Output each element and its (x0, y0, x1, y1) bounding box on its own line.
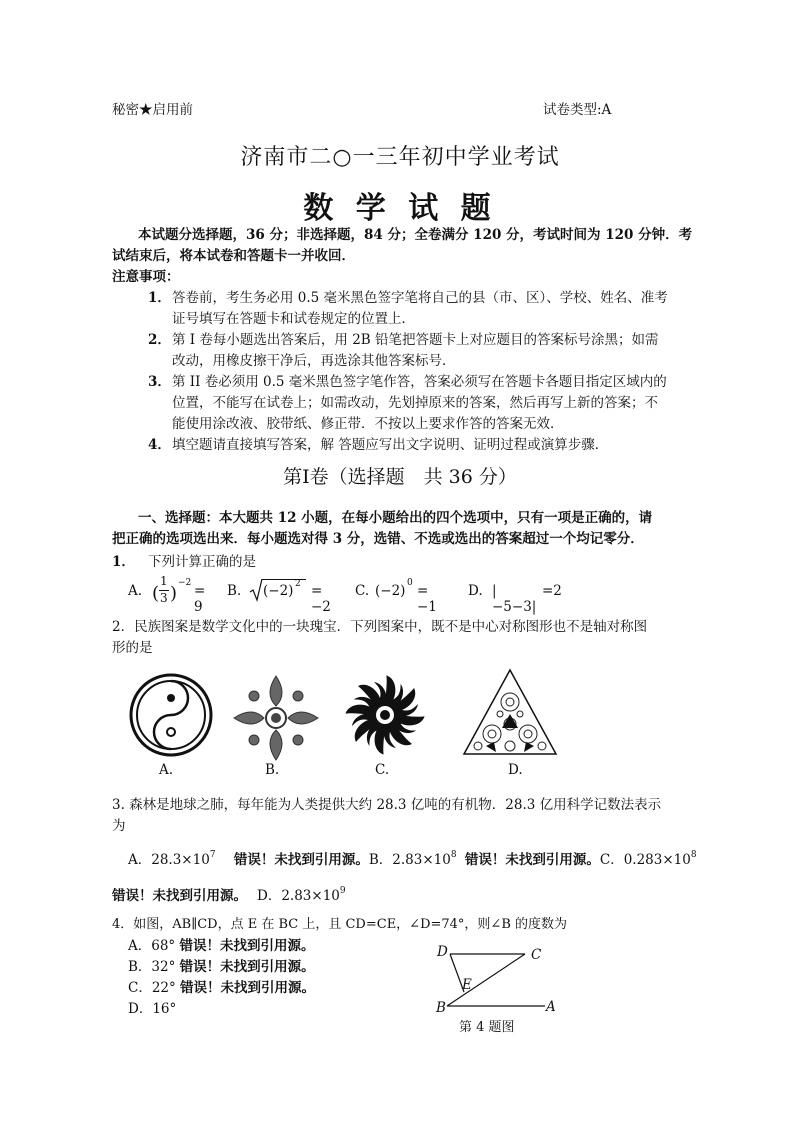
q1-number: 1． (112, 554, 135, 570)
q2-line-2: 形的是 (112, 640, 153, 656)
q2-label-d: D. (508, 762, 523, 778)
note-text (172, 288, 668, 330)
q4-label-e: E (462, 977, 472, 993)
abs-expr: |−5−3| (492, 583, 537, 615)
rhs: = 9 (194, 583, 206, 615)
option-label: C．22° (128, 980, 176, 996)
q3-line-2: 为 (112, 818, 126, 834)
q4-label-a: A (546, 999, 556, 1015)
instructions-line-1: 一、选择题：本大题共 12 小题，在每小题给出的四个选项中，只有一项是正确的，请 (138, 510, 653, 526)
rhs: = −1 (417, 583, 437, 615)
option-label: B．32° (128, 959, 176, 975)
option-label: D． (257, 888, 282, 904)
pinwheel-icon (340, 670, 430, 760)
q1-stem: 下列计算正确的是 (148, 554, 256, 570)
note-num: 2． (148, 332, 171, 348)
option-label: A．68° (128, 938, 176, 954)
ref-error: 错误！未找到引用源。 (464, 852, 600, 868)
q4-option-b (128, 957, 315, 978)
option-label: A． (128, 852, 152, 868)
option-label: D．16° (128, 1001, 177, 1017)
note-item-4 (148, 435, 668, 456)
note-line: 第 II 卷必须用 0.5 毫米黑色签字笔作答，答案必须写在答题卡各题目指定区域内的 (172, 374, 667, 390)
option-label: B． (368, 852, 393, 868)
exponent: 8 (450, 850, 457, 860)
paper-type-label: 试卷类型:A (543, 102, 612, 118)
section-title: 第I卷（选择题 共 36 分） (283, 466, 517, 488)
note-num: 3． (148, 374, 171, 390)
exponent: 7 (209, 850, 216, 860)
q4-options (128, 936, 315, 1020)
note-item-2 (148, 330, 668, 372)
option-value: 2.83×10 (392, 852, 451, 868)
q4-label-d: D (437, 944, 448, 960)
paren-right: ) (170, 583, 178, 604)
notes-list (148, 288, 668, 456)
q4-figure-caption: 第 4 题图 (459, 1020, 515, 1035)
exponent: −2 (178, 578, 192, 588)
radicand: (−2) (263, 583, 294, 599)
exponent: 0 (407, 578, 413, 588)
q2-label-b: B. (265, 762, 280, 778)
note-line: 位置，不能写在试卷上；如需改动，先划掉原来的答案，然后再写上新的答案；不 (172, 395, 658, 411)
ref-error: 错误！未找到引用源。 (179, 938, 315, 954)
note-line: 第 I 卷每小题选出答案后，用 2B 铅笔把答题卡上对应题目的答案标号涂黑；如需 (172, 332, 659, 348)
fraction-denominator: 3 (160, 591, 168, 605)
ref-error: 错误！未找到引用源。 (112, 888, 247, 904)
q4-label-b: B (436, 1000, 446, 1016)
note-line: 答卷前，考生务必用 0.5 毫米黑色签字笔将自己的县（市、区）、学校、姓名、准考 (172, 290, 668, 306)
triangle-pattern-icon (462, 668, 558, 756)
notes-heading: 注意事项： (112, 269, 180, 285)
confidential-label: 秘密★启用前 (112, 102, 193, 118)
yin-yang-icon (128, 672, 214, 758)
sqrt-icon (249, 578, 263, 602)
note-text (172, 330, 668, 372)
intro-line-2: 试结束后，将本试卷和答题卡一并收回． (112, 248, 355, 264)
ref-error: 错误！未找到引用源。 (233, 852, 369, 868)
intro-line-1: 本试题分选择题，36 分；非选择题，84 分；全卷满分 120 分，考试时间为 120 分钟．考 (138, 227, 693, 243)
option-label: C． (599, 852, 624, 868)
note-line: 证号填写在答题卡和试卷规定的位置上． (172, 311, 415, 327)
option-value: 0.283×10 (623, 852, 691, 868)
option-label: D. (468, 583, 483, 599)
q4-option-d (128, 999, 315, 1020)
option-label: A. (128, 583, 143, 599)
note-item-3 (148, 372, 668, 435)
base: (−2) (375, 583, 406, 599)
option-label: B. (227, 583, 242, 599)
q4-option-c (128, 978, 315, 999)
q2-line-1: 2．民族图案是数学文化中的一块瑰宝．下列图案中，既不是中心对称图形也不是轴对称图 (112, 619, 648, 635)
flower-ornament-icon (230, 672, 322, 764)
note-line: 能使用涂改液、胶带纸、修正带．不按以上要求作答的答案无效． (172, 416, 564, 432)
option-value: 28.3×10 (151, 852, 210, 868)
option-label: C. (355, 583, 370, 599)
rhs: =2 (542, 583, 562, 599)
note-num: 1． (148, 290, 171, 306)
exponent: 2 (295, 579, 301, 589)
exam-title: 数 学 试 题 (303, 191, 497, 226)
q4-label-c: C (531, 947, 542, 963)
q4-option-a (128, 936, 315, 957)
note-line: 改动，用橡皮擦干净后，再选涂其他答案标号． (172, 353, 456, 369)
q3-options-line (128, 845, 708, 870)
ref-error: 错误！未找到引用源。 (179, 959, 315, 975)
note-line: 填空题请直接填写答案，解 答题应写出文字说明、证明过程或演算步骤． (172, 437, 609, 453)
note-num: 4． (148, 437, 171, 453)
note-text (172, 435, 668, 456)
ref-error: 错误！未找到引用源。 (180, 980, 316, 996)
q3-options-line-2 (112, 881, 692, 906)
option-value: 2.83×10 (281, 888, 340, 904)
note-text (172, 372, 668, 435)
exponent: 9 (339, 886, 346, 896)
instructions-line-2: 把正确的选项选出来．每小题选对得 3 分，选错、不选或选出的答案超过一个均记零分． (112, 531, 644, 547)
q4-stem: 4．如图，AB∥CD，点 E 在 BC 上，且 CD=CE，∠D=74°，则∠B 的度数为 (112, 917, 568, 932)
fraction-numerator: 1 (160, 574, 168, 588)
rhs: = −2 (311, 583, 331, 615)
q2-label-a: A. (159, 762, 174, 778)
q2-label-c: C. (375, 762, 390, 778)
exam-subtitle: 济南市二○一三年初中学业考试 (240, 145, 560, 170)
paren-left: ( (152, 583, 160, 604)
q3-line-1: 3. 森林是地球之肺，每年能为人类提供大约 28.3 亿吨的有机物．28.3 亿用科学记数法表示 (112, 797, 662, 813)
note-item-1 (148, 288, 668, 330)
exponent: 8 (690, 850, 697, 860)
